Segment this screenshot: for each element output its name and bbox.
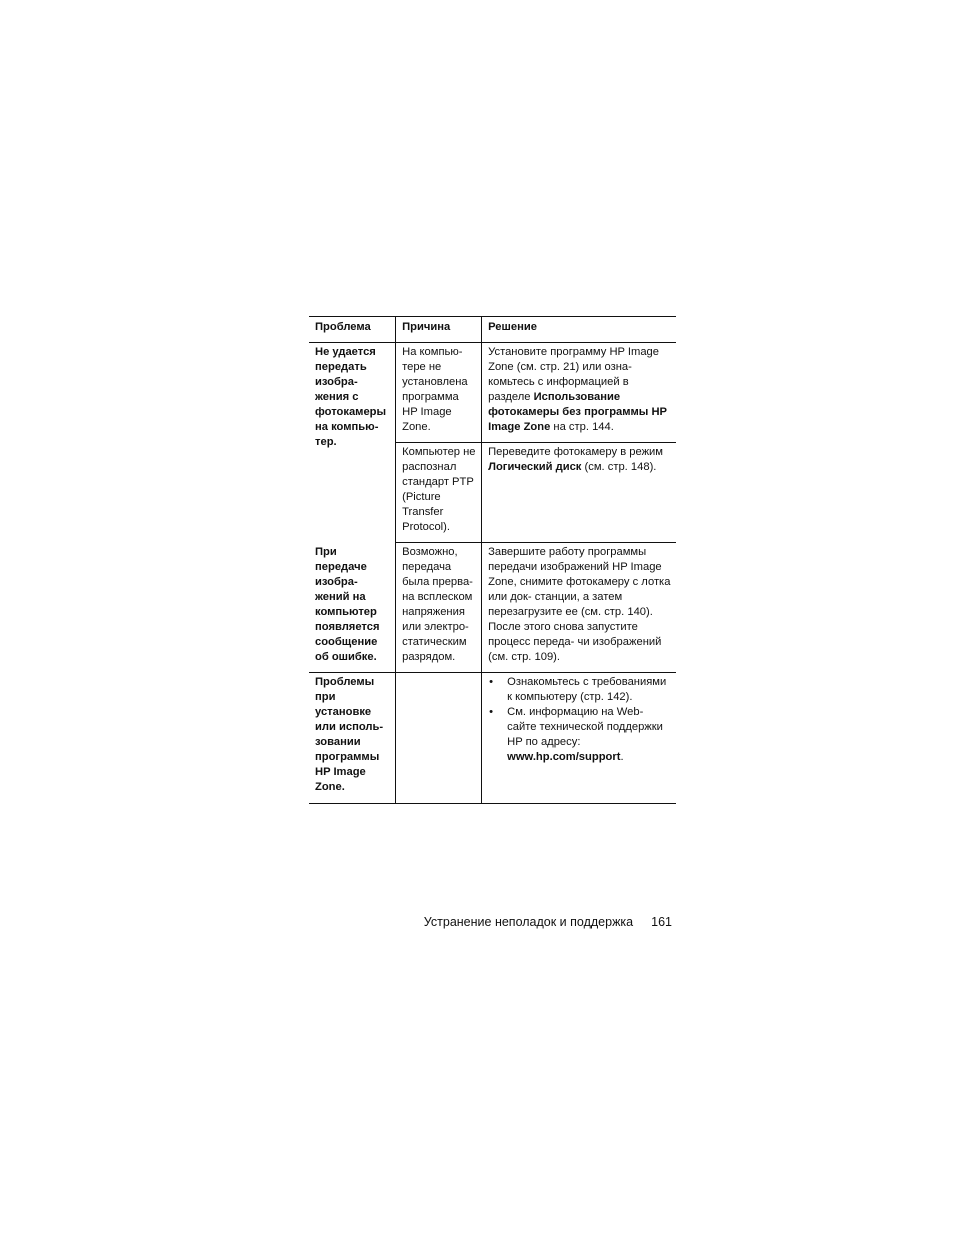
solution-text: Переведите фотокамеру в режим bbox=[488, 446, 663, 458]
solution-text: на стр. 144. bbox=[550, 421, 614, 433]
footer-section-title: Устранение неполадок и поддержка bbox=[423, 915, 634, 929]
bullet-icon: • bbox=[489, 676, 494, 688]
bullet-icon: • bbox=[489, 706, 494, 718]
solution-bullet-list bbox=[488, 675, 672, 765]
solution-bold-section: Использование фотокамеры без программы HP Image Zone bbox=[488, 391, 667, 433]
bullet-text: См. информацию на Web- сайте технической поддержки HP по адресу: bbox=[507, 706, 663, 748]
bullet-text: Ознакомьтесь с требованиями к компьютеру (стр. 142). bbox=[507, 676, 667, 703]
solution-text: Установите программу HP Image Zone (см. стр. 21) или озна- комьтесь с информацией в разделе bbox=[488, 346, 659, 403]
problem-cell-transfer: Не удается передать изобра- жения с фотокамеры на компью- тер. bbox=[315, 346, 387, 448]
cause-cell-empty bbox=[396, 673, 482, 804]
solution-cell-install bbox=[482, 343, 676, 443]
support-link[interactable]: www.hp.com/support bbox=[507, 751, 621, 763]
troubleshooting-table bbox=[309, 316, 676, 804]
solution-bold-mode: Логический диск bbox=[488, 461, 582, 473]
problem-cell-error: При передаче изобра- жений на компьютер появляется сообщение об ошибке. bbox=[309, 543, 396, 673]
cause-cell-ptp: Компьютер не распознал стандарт PTP (Picture Transfer Protocol). bbox=[396, 443, 482, 543]
table-header-row bbox=[309, 317, 676, 343]
list-item bbox=[488, 675, 672, 705]
page-number: 161 bbox=[651, 915, 672, 929]
cause-cell-surge: Возможно, передача была прерва- на всплеском напряжения или электро- статическим разрядом. bbox=[396, 543, 482, 673]
table-row bbox=[309, 673, 676, 804]
header-problem: Проблема bbox=[309, 317, 396, 343]
solution-cell-requirements bbox=[482, 673, 676, 804]
bullet-text-end: . bbox=[620, 751, 624, 763]
problem-cell-install: Проблемы при установке или исполь- зовании программы HP Image Zone. bbox=[309, 673, 396, 804]
solution-text: (см. стр. 148). bbox=[581, 461, 657, 473]
table-row bbox=[309, 543, 676, 673]
header-solution: Решение bbox=[482, 317, 676, 343]
header-cause: Причина bbox=[396, 317, 482, 343]
table-row bbox=[309, 343, 676, 443]
solution-cell-restart: Завершите работу программы передачи изображений HP Image Zone, снимите фотокамеру с лотка или док- станции, а затем перезагрузите ее (см. стр. 140). После этого снова запустите процесс переда- чи изображений (см. стр. 109). bbox=[482, 543, 676, 673]
page-footer bbox=[300, 914, 672, 930]
solution-cell-logical-disk bbox=[482, 443, 676, 543]
cause-cell-not-installed: На компью- тере не установлена программа HP Image Zone. bbox=[396, 343, 482, 443]
list-item bbox=[488, 705, 672, 765]
